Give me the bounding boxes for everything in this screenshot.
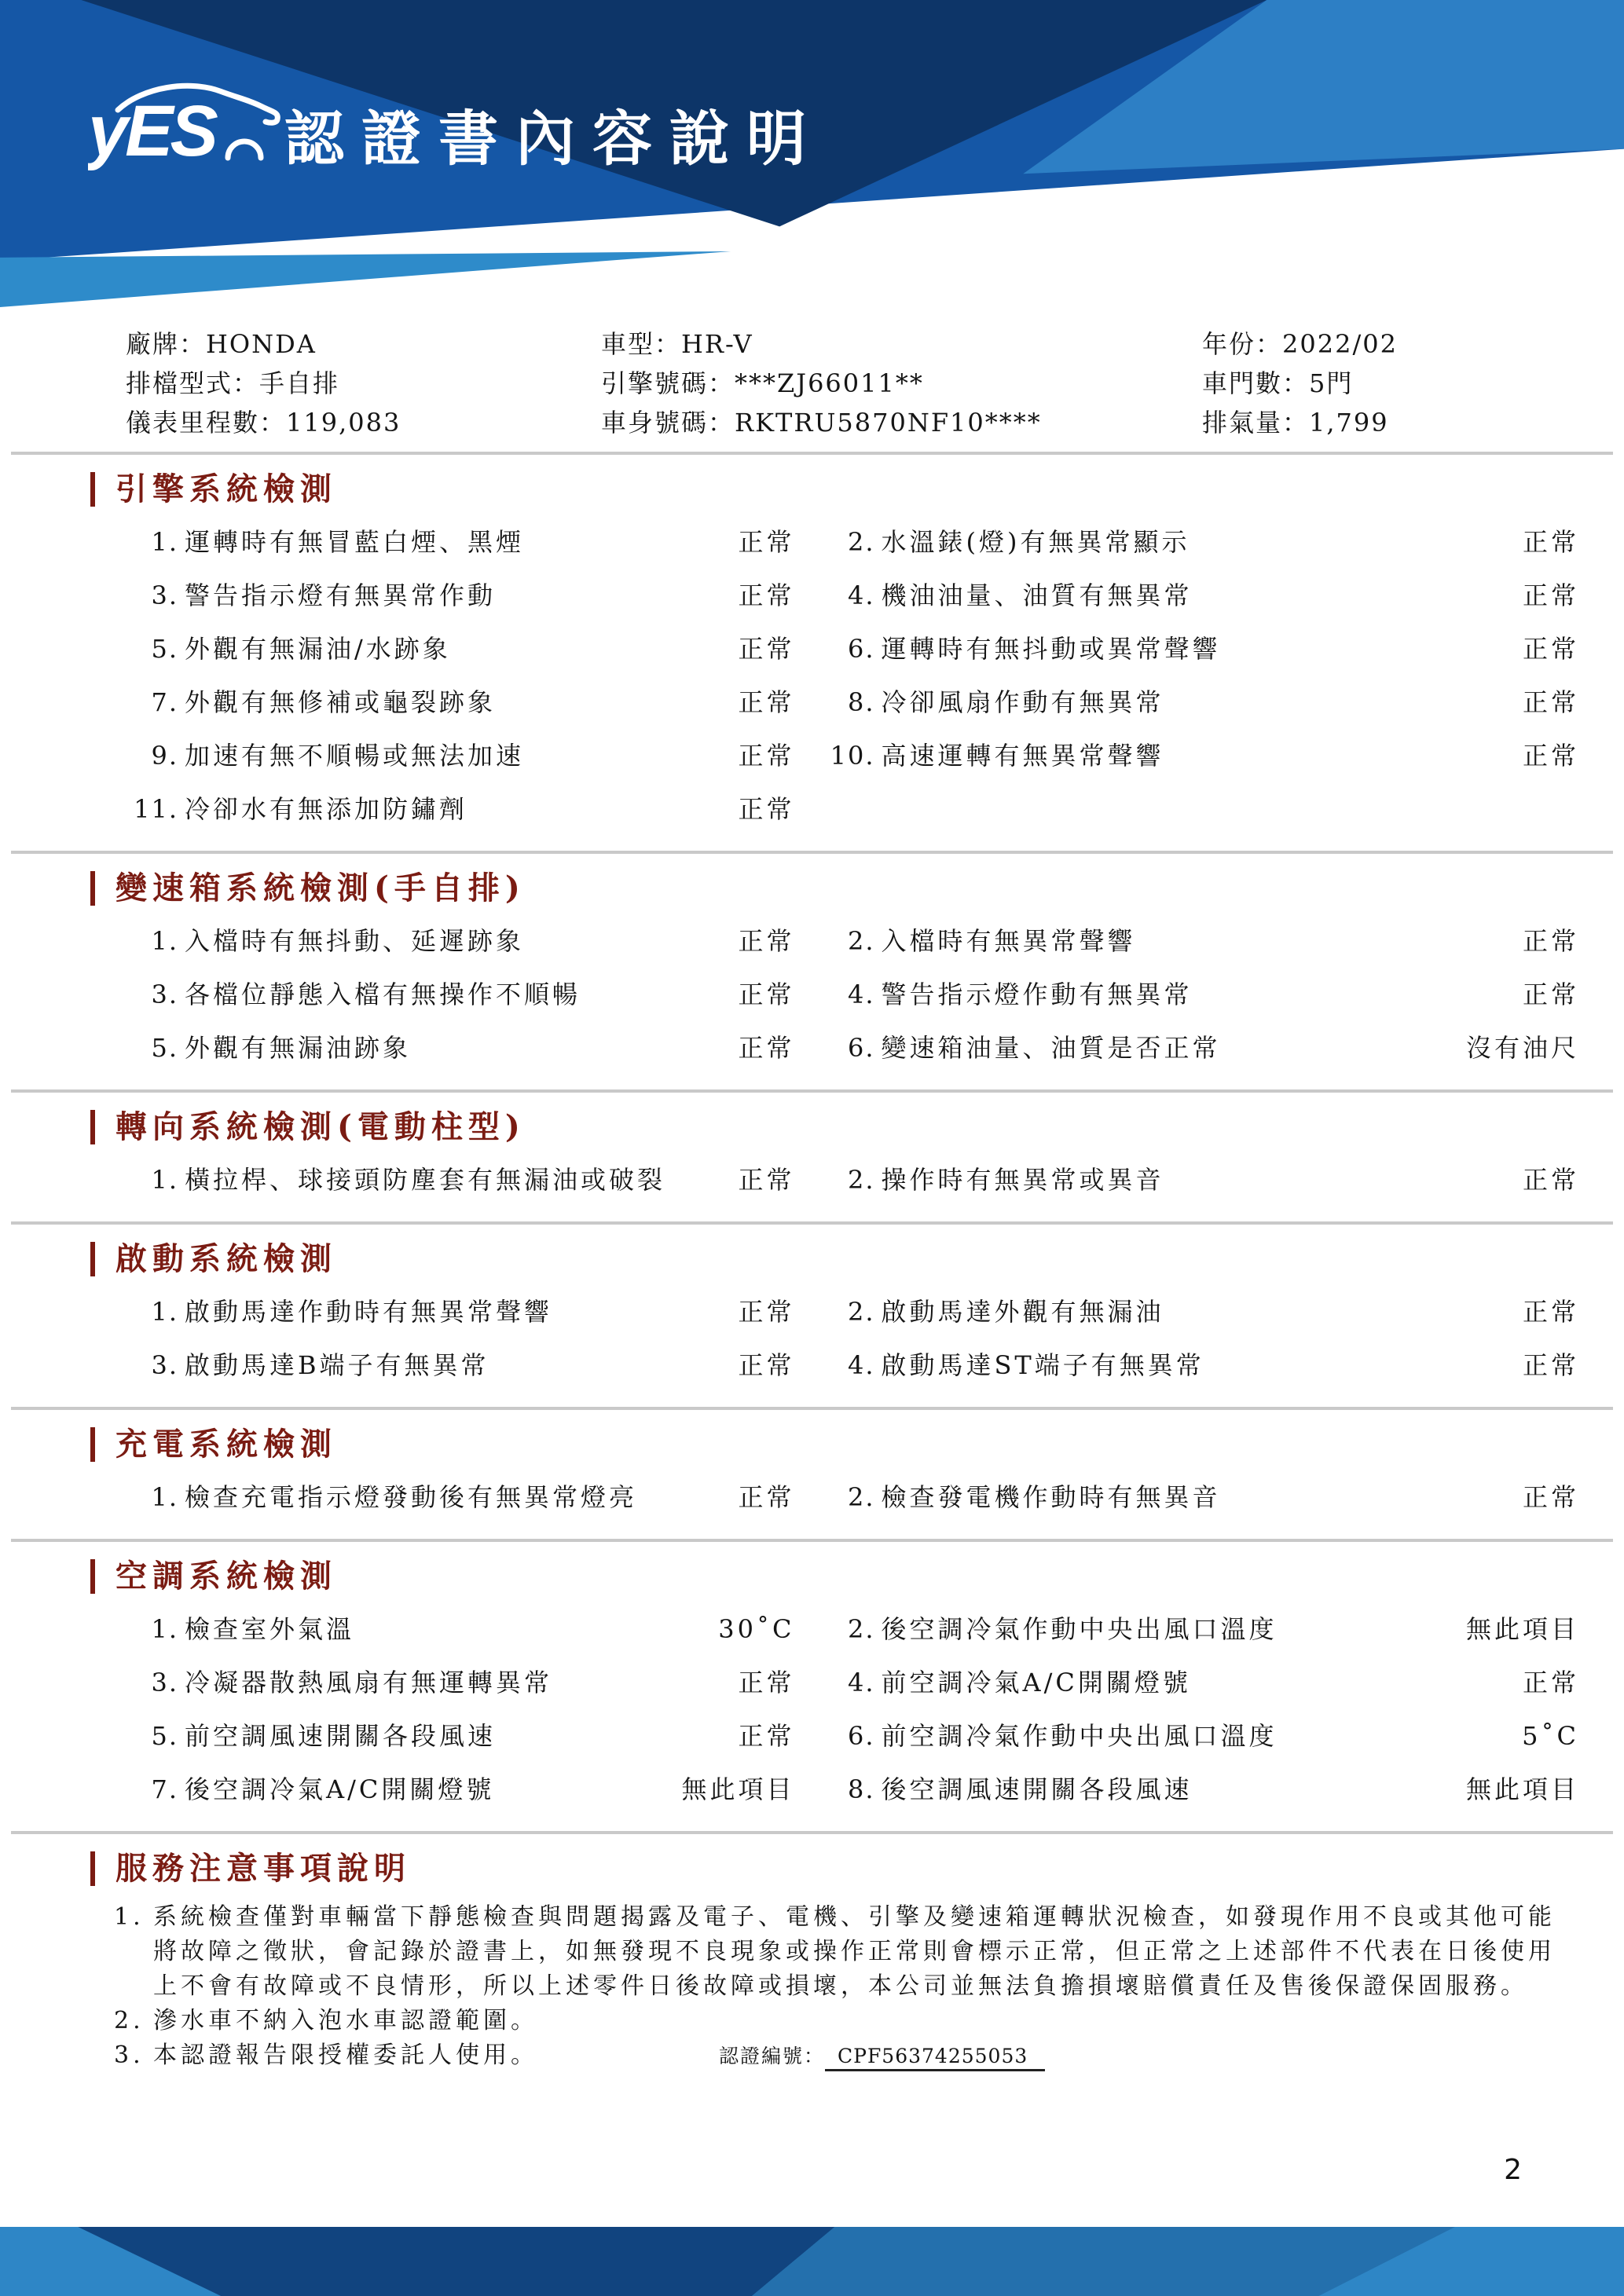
item-text: 外觀有無漏油/水跡象 <box>185 634 451 664</box>
item-text: 前空調冷氣A/C開關燈號 <box>881 1668 1191 1697</box>
inspection-item <box>812 1663 1580 1699</box>
item-text: 冷凝器散熱風扇有無運轉異常 <box>185 1668 553 1697</box>
inspection-section <box>0 1225 1624 1410</box>
section-title-bar <box>90 1427 95 1462</box>
item-result: 無此項目 <box>681 1774 795 1804</box>
inspection-item <box>812 975 1580 1011</box>
item-number: 3. <box>151 980 178 1009</box>
item-result: 5˚C <box>1522 1721 1579 1751</box>
table-row <box>45 1160 1579 1214</box>
item-result: 正常 <box>738 1668 795 1697</box>
notes-list <box>0 1900 1624 2074</box>
item-number: 6. <box>847 634 875 664</box>
item-text: 啟動馬達作動時有無異常聲響 <box>185 1297 553 1327</box>
table-row <box>45 576 1579 629</box>
info-field: 年份：2022/02 <box>1202 329 1398 359</box>
section-title-bar <box>90 871 95 906</box>
item-result: 正常 <box>1522 1668 1579 1697</box>
table-row <box>45 1292 1579 1346</box>
item-number: 5. <box>151 1033 178 1063</box>
inspection-item <box>45 1028 812 1064</box>
item-number: 2. <box>847 1297 875 1327</box>
item-result: 正常 <box>738 794 795 824</box>
table-row <box>45 1770 1579 1823</box>
notes-title-row <box>90 1850 1624 1888</box>
item-text: 啟動馬達外觀有無漏油 <box>881 1297 1164 1327</box>
table-row <box>45 789 1579 843</box>
vehicle-info-column <box>601 324 1202 442</box>
table-row <box>45 736 1579 789</box>
vehicle-info <box>0 310 1624 452</box>
car-logo-icon <box>88 79 284 173</box>
item-text: 各檔位靜態入檔有無操作不順暢 <box>185 980 581 1009</box>
inspection-item <box>45 1346 812 1382</box>
item-text: 啟動馬達B端子有無異常 <box>185 1350 489 1380</box>
header-banner <box>0 0 1624 310</box>
item-result: 正常 <box>738 1165 795 1195</box>
table-row <box>45 629 1579 683</box>
page-number: 2 <box>1504 2154 1522 2186</box>
item-number: 5. <box>151 634 178 664</box>
item-number: 3. <box>151 1350 178 1380</box>
inspection-item <box>812 522 1580 558</box>
section-title-bar <box>90 1110 95 1144</box>
item-text: 警告指示燈有無異常作動 <box>185 580 497 610</box>
item-number: 3. <box>151 580 178 610</box>
item-number: 7. <box>151 687 178 717</box>
item-text: 警告指示燈作動有無異常 <box>881 980 1193 1009</box>
yes-logo <box>88 79 284 176</box>
item-text: 檢查充電指示燈發動後有無異常燈亮 <box>185 1482 638 1512</box>
item-text: 外觀有無漏油跡象 <box>185 1033 412 1063</box>
table-row <box>45 921 1579 975</box>
item-number: 1. <box>151 527 178 557</box>
section-title: 空調系統檢測 <box>115 1558 337 1595</box>
table-row <box>45 522 1579 576</box>
item-text: 後空調風速開關各段風速 <box>881 1774 1193 1804</box>
section-rows <box>45 1292 1579 1399</box>
item-text: 外觀有無修補或龜裂跡象 <box>185 687 497 717</box>
item-result: 正常 <box>1522 980 1579 1009</box>
section-title: 轉向系統檢測(電動柱型) <box>115 1108 526 1145</box>
item-text: 入檔時有無異常聲響 <box>881 926 1136 956</box>
section-title-row <box>90 1108 1624 1146</box>
item-number: 1. <box>151 1165 178 1195</box>
inspection-item <box>812 1160 1580 1196</box>
item-number: 6. <box>847 1033 875 1063</box>
section-rows <box>45 522 1579 843</box>
item-number: 2. <box>847 1614 875 1644</box>
note-text: 本認證報告限授權委託人使用。 認證編號： CPF56374255053 <box>153 2038 1569 2074</box>
vehicle-info-column <box>126 324 601 442</box>
item-result: 正常 <box>1522 741 1579 771</box>
table-row <box>45 1478 1579 1531</box>
section-title: 變速箱系統檢測(手自排) <box>115 870 526 906</box>
item-number: 2. <box>847 926 875 956</box>
table-row <box>45 1609 1579 1663</box>
inspection-section <box>0 1542 1624 1834</box>
table-row <box>45 1716 1579 1770</box>
item-result: 正常 <box>1522 1350 1579 1380</box>
item-result: 正常 <box>738 634 795 664</box>
item-result: 沒有油尺 <box>1465 1033 1579 1063</box>
note-text: 滲水車不納入泡水車認證範圍。 <box>153 2007 538 2034</box>
inspection-item <box>45 522 812 558</box>
inspection-item <box>45 683 812 719</box>
item-text: 檢查發電機作動時有無異音 <box>881 1482 1221 1512</box>
car-wheel-arch <box>228 141 261 158</box>
note-item <box>114 2038 1569 2074</box>
info-field: 車型：HR-V <box>601 329 753 359</box>
table-row <box>45 1028 1579 1082</box>
item-result: 正常 <box>1522 1482 1579 1512</box>
section-title-row <box>90 471 1624 508</box>
info-field: 廠牌：HONDA <box>126 329 317 359</box>
item-result: 正常 <box>738 687 795 717</box>
note-item <box>114 1900 1569 2004</box>
inspection-item <box>812 1346 1580 1382</box>
table-row <box>45 1663 1579 1716</box>
section-title: 啟動系統檢測 <box>115 1240 337 1277</box>
item-result: 正常 <box>738 1033 795 1063</box>
inspection-item <box>45 1716 812 1752</box>
item-number: 1. <box>151 926 178 956</box>
inspection-item <box>45 629 812 665</box>
section-title-row <box>90 1558 1624 1595</box>
sections <box>0 455 1624 1834</box>
inspection-item <box>45 789 812 826</box>
inspection-item <box>45 1292 812 1328</box>
inspection-section <box>0 455 1624 854</box>
item-result: 正常 <box>1522 1165 1579 1195</box>
item-result: 正常 <box>738 1721 795 1751</box>
item-number: 6. <box>847 1721 875 1751</box>
item-number: 8. <box>847 687 875 717</box>
certificate-number-row <box>719 2045 1045 2067</box>
service-notes <box>0 1834 1624 2074</box>
item-text: 前空調冷氣作動中央出風口溫度 <box>881 1721 1278 1751</box>
inspection-item <box>812 1716 1580 1752</box>
item-text: 檢查室外氣溫 <box>185 1614 355 1644</box>
note-item <box>114 2004 1569 2038</box>
note-number: 1. <box>114 1903 145 1931</box>
table-row <box>45 683 1579 736</box>
table-row <box>45 975 1579 1028</box>
item-number: 1. <box>151 1297 178 1327</box>
item-number: 2. <box>847 527 875 557</box>
item-result: 正常 <box>1522 1297 1579 1327</box>
item-result: 正常 <box>738 580 795 610</box>
item-result: 正常 <box>738 926 795 956</box>
info-field: 車門數：5門 <box>1202 368 1354 398</box>
section-title-bar <box>90 472 95 507</box>
certificate-number-label: 認證編號： <box>719 2045 826 2067</box>
inspection-section <box>0 854 1624 1093</box>
item-text: 高速運轉有無異常聲響 <box>881 741 1164 771</box>
notes-title: 服務注意事項說明 <box>115 1850 411 1887</box>
item-text: 後空調冷氣A/C開關燈號 <box>185 1774 495 1804</box>
item-number: 8. <box>847 1774 875 1804</box>
item-text: 橫拉桿、球接頭防塵套有無漏油或破裂 <box>185 1165 666 1195</box>
note-number: 2. <box>114 2007 145 2034</box>
inspection-item <box>812 629 1580 665</box>
item-number: 2. <box>847 1482 875 1512</box>
item-result: 無此項目 <box>1465 1614 1579 1644</box>
item-number: 4. <box>847 580 875 610</box>
note-number: 3. <box>114 2041 145 2069</box>
info-field: 排檔型式：手自排 <box>126 368 340 398</box>
item-number: 7. <box>151 1774 178 1804</box>
item-result: 正常 <box>738 1297 795 1327</box>
certificate-number: CPF56374255053 <box>825 2045 1045 2071</box>
inspection-item <box>45 1478 812 1514</box>
info-field: 排氣量：1,799 <box>1202 408 1389 438</box>
item-text: 冷卻風扇作動有無異常 <box>881 687 1164 717</box>
inspection-item <box>45 1770 812 1806</box>
item-number: 4. <box>847 1350 875 1380</box>
item-number: 2. <box>847 1165 875 1195</box>
item-result: 正常 <box>1522 926 1579 956</box>
item-number: 4. <box>847 980 875 1009</box>
item-text: 運轉時有無冒藍白煙、黑煙 <box>185 527 525 557</box>
item-result: 正常 <box>1522 634 1579 664</box>
section-title-row <box>90 1426 1624 1463</box>
item-number: 3. <box>151 1668 178 1697</box>
inspection-item <box>812 736 1580 772</box>
item-result: 正常 <box>1522 687 1579 717</box>
inspection-item <box>45 576 812 612</box>
inspection-item <box>45 921 812 958</box>
inspection-item <box>812 683 1580 719</box>
item-number: 4. <box>847 1668 875 1697</box>
item-text: 加速有無不順暢或無法加速 <box>185 741 525 771</box>
item-text: 操作時有無異常或異音 <box>881 1165 1164 1195</box>
inspection-section <box>0 1093 1624 1225</box>
section-title-bar <box>90 1242 95 1276</box>
inspection-item <box>812 576 1580 612</box>
item-number: 1. <box>151 1614 178 1644</box>
inspection-item <box>45 975 812 1011</box>
item-result: 30˚C <box>718 1614 795 1644</box>
item-result: 正常 <box>738 1482 795 1512</box>
inspection-item <box>812 1609 1580 1646</box>
item-result: 正常 <box>738 1350 795 1380</box>
item-result: 無此項目 <box>1465 1774 1579 1804</box>
item-result: 正常 <box>738 527 795 557</box>
item-result: 正常 <box>1522 527 1579 557</box>
inspection-section <box>0 1410 1624 1542</box>
section-title-bar <box>90 1559 95 1594</box>
info-field: 車身號碼：RKTRU5870NF10**** <box>601 408 1042 438</box>
item-text: 運轉時有無抖動或異常聲響 <box>881 634 1221 664</box>
item-text: 機油油量、油質有無異常 <box>881 580 1193 610</box>
section-rows <box>45 1160 1579 1214</box>
item-text: 啟動馬達ST端子有無異常 <box>881 1350 1204 1380</box>
page-title: 認證書內容說明 <box>284 106 823 173</box>
info-field: 引擎號碼：***ZJ66011** <box>601 368 924 398</box>
item-result: 正常 <box>738 980 795 1009</box>
inspection-item <box>45 736 812 772</box>
item-text: 前空調風速開關各段風速 <box>185 1721 497 1751</box>
inspection-item <box>45 1160 812 1196</box>
section-title: 引擎系統檢測 <box>115 471 337 507</box>
item-text: 冷卻水有無添加防鏽劑 <box>185 794 468 824</box>
vehicle-info-column <box>1202 324 1624 442</box>
section-rows <box>45 1609 1579 1823</box>
section-title-row <box>90 870 1624 907</box>
item-number: 11. <box>134 794 178 824</box>
item-text: 後空調冷氣作動中央出風口溫度 <box>881 1614 1278 1644</box>
item-text: 變速箱油量、油質是否正常 <box>881 1033 1221 1063</box>
inspection-item <box>812 1770 1580 1806</box>
note-text: 系統檢查僅對車輛當下靜態檢查與問題揭露及電子、電機、引擎及變速箱運轉狀況檢查，如發現作用不良或其他可能將故障之徵狀，會記錄於證書上，如無發現不良現象或操作正常則會標示正常，但正常之上述部件不代表在日後使用上不會有故障或不良情形，所以上述零件日後故障或損壞，本公司並無法負擔損壞賠償責任及售後保證保固服務。 <box>153 1903 1556 2000</box>
logo-text: yES <box>88 91 215 171</box>
section-title-row <box>90 1240 1624 1278</box>
section-title-bar <box>90 1851 95 1886</box>
item-result: 正常 <box>738 741 795 771</box>
item-result: 正常 <box>1522 580 1579 610</box>
inspection-item <box>812 1478 1580 1514</box>
section-title: 充電系統檢測 <box>115 1426 337 1463</box>
section-rows <box>45 1478 1579 1531</box>
section-rows <box>45 921 1579 1082</box>
item-text: 入檔時有無抖動、延遲跡象 <box>185 926 525 956</box>
item-number: 10. <box>830 741 875 771</box>
item-number: 1. <box>151 1482 178 1512</box>
inspection-item <box>812 921 1580 958</box>
item-number: 9. <box>151 741 178 771</box>
inspection-item <box>812 1292 1580 1328</box>
inspection-item <box>45 1609 812 1646</box>
info-field: 儀表里程數：119,083 <box>126 408 401 438</box>
item-number: 5. <box>151 1721 178 1751</box>
table-row <box>45 1346 1579 1399</box>
inspection-item <box>812 1028 1580 1064</box>
item-text: 水溫錶(燈)有無異常顯示 <box>881 527 1190 557</box>
footer-banner <box>0 2227 1624 2296</box>
inspection-item <box>45 1663 812 1699</box>
